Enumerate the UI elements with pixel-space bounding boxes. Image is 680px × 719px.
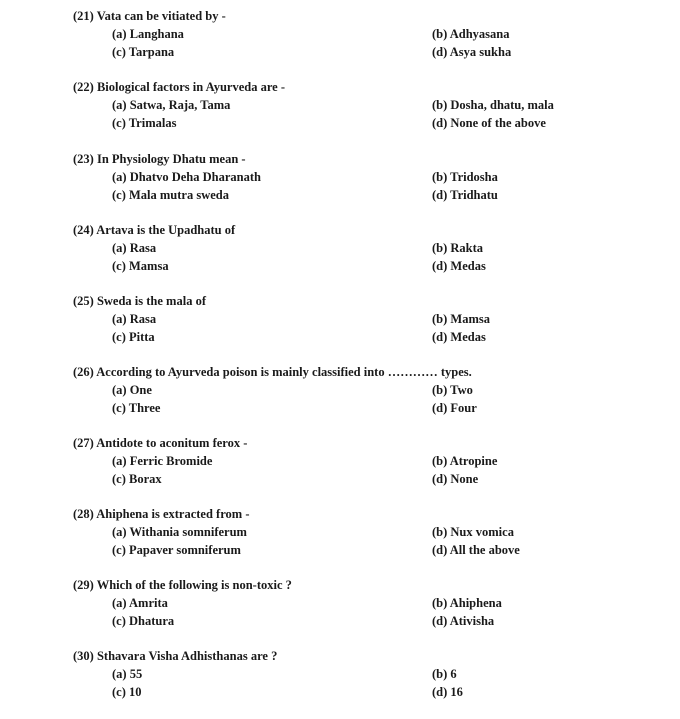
option-a: (a) One bbox=[112, 383, 152, 397]
question-number: (30) bbox=[73, 649, 94, 663]
question-text bbox=[73, 578, 292, 593]
option-a: (a) Ferric Bromide bbox=[112, 454, 213, 468]
option-d: (d) Four bbox=[432, 401, 477, 415]
option-b: (b) Atropine bbox=[432, 454, 498, 468]
option-c: (c) 10 bbox=[112, 685, 142, 699]
question-number: (23) bbox=[73, 152, 94, 166]
option-d: (d) Ativisha bbox=[432, 614, 495, 628]
option-d: (d) None of the above bbox=[432, 116, 546, 130]
option-c: (c) Mala mutra sweda bbox=[112, 188, 229, 202]
option-b: (b) Dosha, dhatu, mala bbox=[432, 98, 554, 112]
question-text bbox=[73, 152, 246, 167]
question-number: (29) bbox=[73, 578, 94, 592]
option-d: (d) Medas bbox=[432, 330, 486, 344]
question-text bbox=[73, 436, 247, 451]
option-a: (a) Amrita bbox=[112, 596, 168, 610]
question-30 bbox=[0, 649, 680, 703]
option-b: (b) Rakta bbox=[432, 241, 484, 255]
option-d: (d) None bbox=[432, 472, 479, 486]
option-c: (c) Mamsa bbox=[112, 259, 169, 273]
option-d: (d) Medas bbox=[432, 259, 486, 273]
question-stem: Artava is the Upadhatu of bbox=[96, 223, 236, 237]
option-b: (b) Adhyasana bbox=[432, 27, 510, 41]
question-number: (27) bbox=[73, 436, 94, 450]
question-text bbox=[73, 9, 226, 24]
question-text bbox=[73, 223, 235, 238]
question-text bbox=[73, 649, 277, 664]
question-stem: Which of the following is non-toxic ? bbox=[96, 578, 292, 592]
option-a: (a) Withania somniferum bbox=[112, 525, 247, 539]
question-text bbox=[73, 294, 206, 309]
question-stem: Antidote to aconitum ferox - bbox=[96, 436, 248, 450]
question-23 bbox=[0, 152, 680, 206]
question-25 bbox=[0, 294, 680, 348]
option-c: (c) Pitta bbox=[112, 330, 155, 344]
option-b: (b) Ahiphena bbox=[432, 596, 502, 610]
option-a: (a) Dhatvo Deha Dharanath bbox=[112, 170, 261, 184]
option-c: (c) Trimalas bbox=[112, 116, 177, 130]
question-number: (21) bbox=[73, 9, 94, 23]
question-28 bbox=[0, 507, 680, 561]
question-29 bbox=[0, 578, 680, 632]
question-26 bbox=[0, 365, 680, 419]
option-a: (a) Rasa bbox=[112, 241, 157, 255]
question-stem: Ahiphena is extracted from - bbox=[96, 507, 250, 521]
question-text bbox=[73, 365, 472, 380]
option-a: (a) Satwa, Raja, Tama bbox=[112, 98, 231, 112]
option-c: (c) Borax bbox=[112, 472, 162, 486]
question-number: (22) bbox=[73, 80, 94, 94]
option-b: (b) 6 bbox=[432, 667, 457, 681]
question-stem: Biological factors in Ayurveda are - bbox=[96, 80, 286, 94]
question-stem: Vata can be vitiated by - bbox=[96, 9, 226, 23]
option-c: (c) Tarpana bbox=[112, 45, 175, 59]
option-c: (c) Three bbox=[112, 401, 161, 415]
question-stem: In Physiology Dhatu mean - bbox=[96, 152, 246, 166]
option-b: (b) Tridosha bbox=[432, 170, 498, 184]
question-number: (24) bbox=[73, 223, 94, 237]
question-number: (25) bbox=[73, 294, 94, 308]
question-stem: Sthavara Visha Adhisthanas are ? bbox=[96, 649, 278, 663]
question-number: (26) bbox=[73, 365, 94, 379]
option-b: (b) Nux vomica bbox=[432, 525, 514, 539]
option-d: (d) 16 bbox=[432, 685, 463, 699]
option-a: (a) 55 bbox=[112, 667, 143, 681]
option-b: (b) Mamsa bbox=[432, 312, 490, 326]
option-c: (c) Dhatura bbox=[112, 614, 175, 628]
option-b: (b) Two bbox=[432, 383, 473, 397]
option-c: (c) Papaver somniferum bbox=[112, 543, 241, 557]
question-stem: Sweda is the mala of bbox=[96, 294, 206, 308]
question-text bbox=[73, 507, 250, 522]
question-27 bbox=[0, 436, 680, 490]
option-a: (a) Langhana bbox=[112, 27, 184, 41]
option-a: (a) Rasa bbox=[112, 312, 157, 326]
option-d: (d) All the above bbox=[432, 543, 520, 557]
question-number: (28) bbox=[73, 507, 94, 521]
question-stem: According to Ayurveda poison is mainly classified into ………… types. bbox=[96, 365, 472, 379]
option-d: (d) Asya sukha bbox=[432, 45, 512, 59]
question-24 bbox=[0, 223, 680, 277]
question-22 bbox=[0, 80, 680, 134]
question-21 bbox=[0, 9, 680, 63]
question-text bbox=[73, 80, 285, 95]
option-d: (d) Tridhatu bbox=[432, 188, 498, 202]
